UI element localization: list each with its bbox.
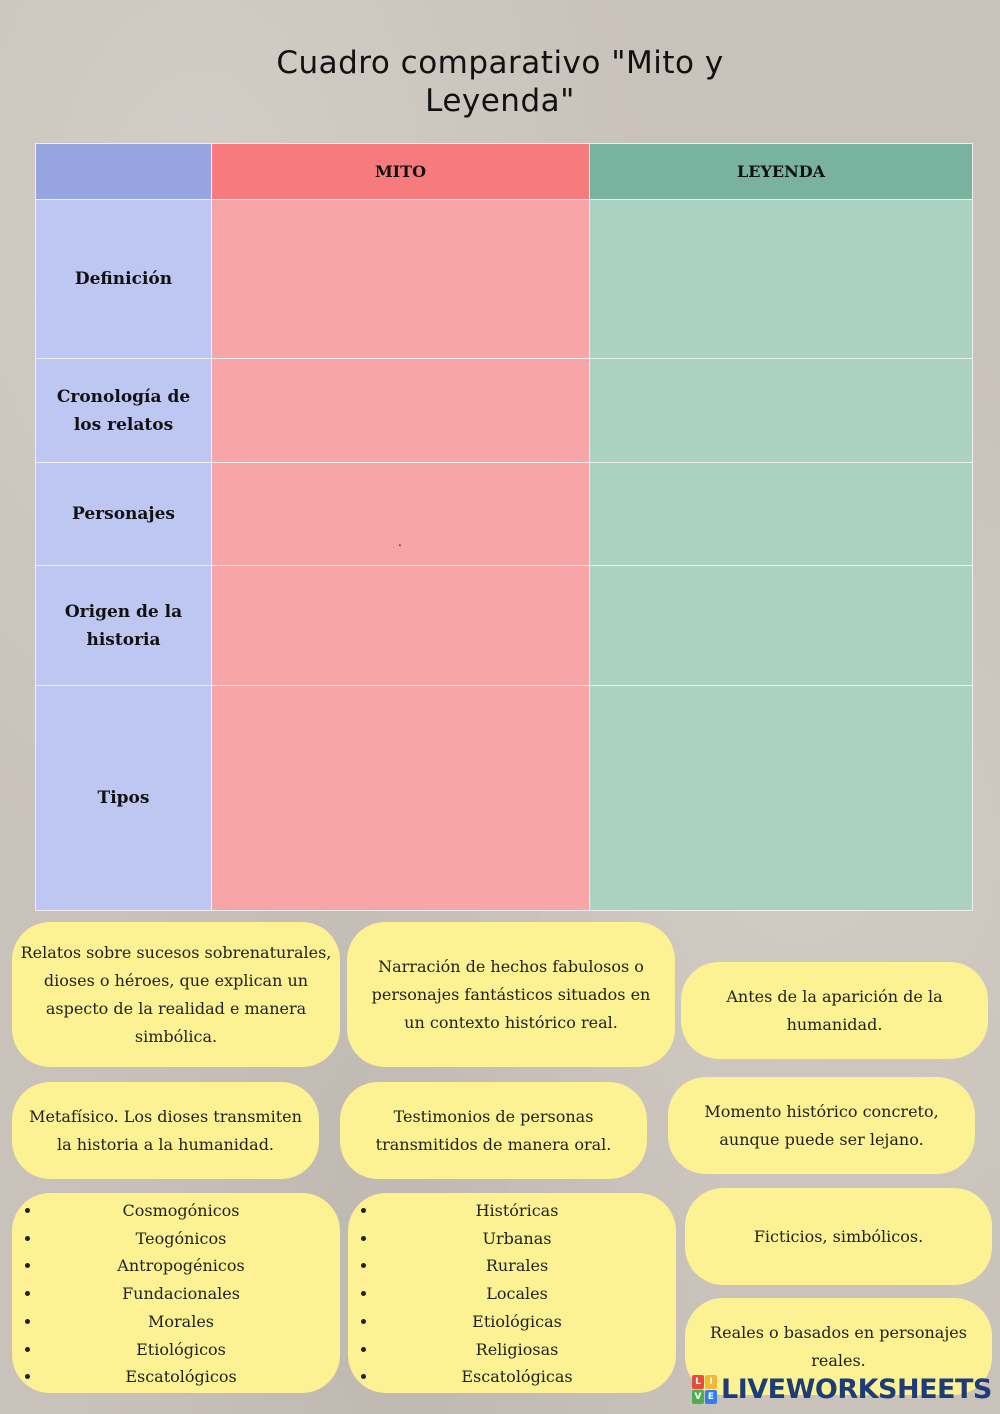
table-row <box>36 686 973 911</box>
row-label-personajes: Personajes <box>36 463 212 566</box>
table-row <box>36 463 973 566</box>
answer-card-leyenda-tipos[interactable] <box>348 1193 676 1393</box>
row-label-tipos: Tipos <box>36 686 212 911</box>
dot-mark: . <box>398 535 402 549</box>
drop-zone-mito-definicion[interactable] <box>212 200 590 359</box>
list-item: • Morales <box>42 1308 340 1336</box>
answer-card[interactable]: Momento histórico concreto, aunque puede ser lejano. <box>668 1077 975 1174</box>
answer-card[interactable]: Reales o basados en personajes reales. <box>685 1298 992 1395</box>
header-leyenda: LEYENDA <box>590 144 973 200</box>
row-label-cronologia: Cronología de los relatos <box>36 359 212 463</box>
table-header-row <box>36 144 973 200</box>
drop-zone-mito-origen[interactable] <box>212 566 590 686</box>
answer-card[interactable]: Antes de la aparición de la humanidad. <box>681 962 988 1059</box>
leyenda-tipos-list <box>348 1197 676 1391</box>
drop-zone-mito-cronologia[interactable] <box>212 359 590 463</box>
table-row <box>36 566 973 686</box>
header-mito: MITO <box>212 144 590 200</box>
list-item: • Antropogénicos <box>42 1252 340 1280</box>
logo-text: LIVEWORKSHEETS <box>721 1373 992 1405</box>
list-item: • Históricas <box>378 1197 676 1225</box>
list-item: • Etiológicos <box>42 1336 340 1364</box>
drop-zone-leyenda-personajes[interactable] <box>590 463 973 566</box>
answer-card-mito-tipos[interactable] <box>12 1193 340 1393</box>
list-item: • Rurales <box>378 1252 676 1280</box>
list-item: • Locales <box>378 1280 676 1308</box>
answer-card[interactable]: Relatos sobre sucesos sobrenaturales, dioses o héroes, que explican un aspecto de la realidad e manera simbólica. <box>12 922 340 1067</box>
page-title: Cuadro comparativo "Mito y Leyenda" <box>276 45 724 119</box>
list-item: • Etiológicas <box>378 1308 676 1336</box>
table-row <box>36 200 973 359</box>
liveworksheets-logo <box>692 1374 992 1404</box>
answer-card[interactable]: Testimonios de personas transmitidos de manera oral. <box>340 1082 647 1179</box>
row-label-definicion: Definición <box>36 200 212 359</box>
comparison-table <box>35 143 973 911</box>
drop-zone-leyenda-origen[interactable] <box>590 566 973 686</box>
drop-zone-leyenda-tipos[interactable] <box>590 686 973 911</box>
answer-card[interactable]: Metafísico. Los dioses transmiten la historia a la humanidad. <box>12 1082 319 1179</box>
answer-card[interactable]: Ficticios, simbólicos. <box>685 1188 992 1285</box>
mito-tipos-list <box>12 1197 340 1391</box>
table-row <box>36 359 973 463</box>
logo-mark-icon: L I V E <box>692 1375 717 1404</box>
drop-zone-mito-tipos[interactable] <box>212 686 590 911</box>
list-item: • Escatológicas <box>378 1363 676 1391</box>
row-label-origen: Origen de la historia <box>36 566 212 686</box>
drop-zone-leyenda-cronologia[interactable] <box>590 359 973 463</box>
list-item: • Religiosas <box>378 1336 676 1364</box>
answer-card[interactable]: Narración de hechos fabulosos o personajes fantásticos situados en un contexto histórico real. <box>347 922 675 1067</box>
list-item: • Cosmogónicos <box>42 1197 340 1225</box>
drop-zone-leyenda-definicion[interactable] <box>590 200 973 359</box>
list-item: • Fundacionales <box>42 1280 340 1308</box>
list-item: • Teogónicos <box>42 1225 340 1253</box>
drop-zone-mito-personajes[interactable] <box>212 463 590 566</box>
list-item: • Urbanas <box>378 1225 676 1253</box>
list-item: • Escatológicos <box>42 1363 340 1391</box>
header-empty-cell <box>36 144 212 200</box>
